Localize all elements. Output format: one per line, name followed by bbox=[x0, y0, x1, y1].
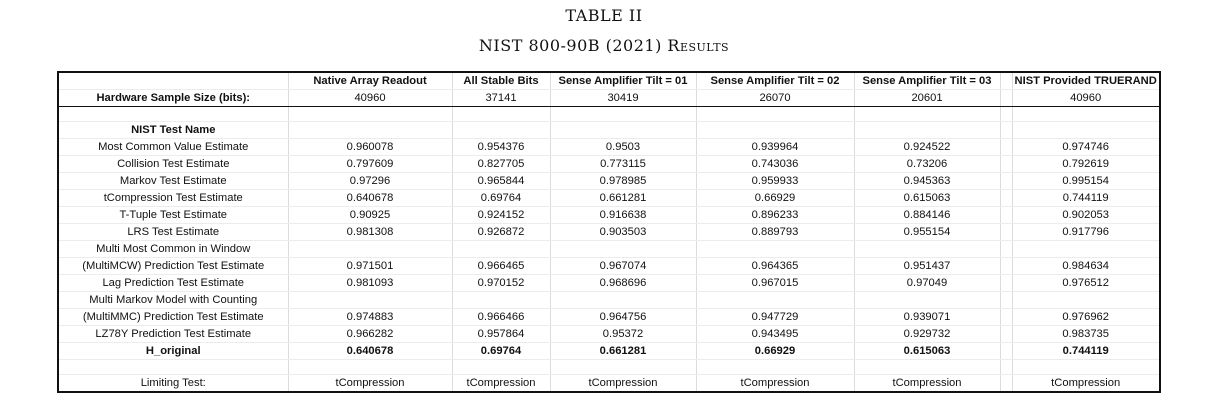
table-cell bbox=[288, 241, 452, 258]
sample-size-value: 40960 bbox=[1012, 90, 1160, 107]
table-cell: 0.976512 bbox=[1012, 275, 1160, 292]
row-label: H_original bbox=[58, 343, 288, 360]
table-caption-number: TABLE II bbox=[565, 6, 643, 25]
row-label: Multi Markov Model with Counting bbox=[58, 292, 288, 309]
table-row bbox=[58, 207, 1160, 224]
row-label: Collision Test Estimate bbox=[58, 156, 288, 173]
gap-cell bbox=[1000, 375, 1012, 393]
column-header: Sense Amplifier Tilt = 03 bbox=[854, 72, 1000, 90]
row-label: Markov Test Estimate bbox=[58, 173, 288, 190]
table-cell: 0.924152 bbox=[452, 207, 550, 224]
table-cell: 0.971501 bbox=[288, 258, 452, 275]
table-cell: 0.889793 bbox=[696, 224, 854, 241]
table-cell: 0.984634 bbox=[1012, 258, 1160, 275]
table-cell: tCompression bbox=[550, 375, 696, 393]
table-cell bbox=[696, 292, 854, 309]
caption-title-suffix: Results bbox=[667, 36, 730, 55]
table-cell: 0.967015 bbox=[696, 275, 854, 292]
test-name-header-row bbox=[58, 122, 1160, 139]
table-cell bbox=[550, 292, 696, 309]
table-cell: 0.615063 bbox=[854, 190, 1000, 207]
table-cell: 0.773115 bbox=[550, 156, 696, 173]
table-cell: 0.615063 bbox=[854, 343, 1000, 360]
table-cell: 0.959933 bbox=[696, 173, 854, 190]
sample-size-label: Hardware Sample Size (bits): bbox=[58, 90, 288, 107]
table-cell: 0.966282 bbox=[288, 326, 452, 343]
table-row bbox=[58, 156, 1160, 173]
table-cell bbox=[452, 292, 550, 309]
table-cell: 0.951437 bbox=[854, 258, 1000, 275]
column-header: NIST Provided TRUERAND bbox=[1012, 72, 1160, 90]
row-label: LZ78Y Prediction Test Estimate bbox=[58, 326, 288, 343]
table-cell: 0.926872 bbox=[452, 224, 550, 241]
table-cell: 0.744119 bbox=[1012, 343, 1160, 360]
sample-size-value: 30419 bbox=[550, 90, 696, 107]
table-cell: 0.939964 bbox=[696, 139, 854, 156]
table-cell: 0.661281 bbox=[550, 190, 696, 207]
table-cell bbox=[288, 292, 452, 309]
gap-cell bbox=[1000, 275, 1012, 292]
table-cell: 0.917796 bbox=[1012, 224, 1160, 241]
gap-cell bbox=[1000, 326, 1012, 343]
table-cell: 0.967074 bbox=[550, 258, 696, 275]
table-cell bbox=[696, 241, 854, 258]
spacer-row bbox=[58, 107, 1160, 122]
row-label: Limiting Test: bbox=[58, 375, 288, 393]
corner-cell bbox=[58, 72, 288, 90]
table-cell: 0.929732 bbox=[854, 326, 1000, 343]
sample-size-value: 37141 bbox=[452, 90, 550, 107]
table-cell: 0.69764 bbox=[452, 190, 550, 207]
gap-cell bbox=[1000, 207, 1012, 224]
table-cell: tCompression bbox=[696, 375, 854, 393]
table-cell: tCompression bbox=[288, 375, 452, 393]
table-cell: 0.965844 bbox=[452, 173, 550, 190]
table-cell: 0.827705 bbox=[452, 156, 550, 173]
table-cell: 0.974746 bbox=[1012, 139, 1160, 156]
table-cell: 0.95372 bbox=[550, 326, 696, 343]
table-row bbox=[58, 292, 1160, 309]
row-label: tCompression Test Estimate bbox=[58, 190, 288, 207]
sample-size-value: 40960 bbox=[288, 90, 452, 107]
spacer-row bbox=[58, 360, 1160, 375]
table-cell: tCompression bbox=[452, 375, 550, 393]
table-cell: 0.69764 bbox=[452, 343, 550, 360]
table-cell: 0.968696 bbox=[550, 275, 696, 292]
table-cell: 0.943495 bbox=[696, 326, 854, 343]
table-cell: 0.966465 bbox=[452, 258, 550, 275]
column-header: All Stable Bits bbox=[452, 72, 550, 90]
table-cell: 0.916638 bbox=[550, 207, 696, 224]
table-row bbox=[58, 224, 1160, 241]
table-cell: 0.640678 bbox=[288, 190, 452, 207]
table-cell: 0.66929 bbox=[696, 343, 854, 360]
sample-size-value: 26070 bbox=[696, 90, 854, 107]
column-header: Sense Amplifier Tilt = 01 bbox=[550, 72, 696, 90]
table-cell: 0.964365 bbox=[696, 258, 854, 275]
sample-size-value: 20601 bbox=[854, 90, 1000, 107]
results-table-body bbox=[58, 72, 1160, 392]
table-cell: 0.73206 bbox=[854, 156, 1000, 173]
table-row bbox=[58, 241, 1160, 258]
table-cell: 0.957864 bbox=[452, 326, 550, 343]
column-header: Sense Amplifier Tilt = 02 bbox=[696, 72, 854, 90]
row-label: Multi Most Common in Window bbox=[58, 241, 288, 258]
table-row bbox=[58, 309, 1160, 326]
gap-cell bbox=[1000, 309, 1012, 326]
results-table bbox=[57, 71, 1161, 393]
table-cell: 0.970152 bbox=[452, 275, 550, 292]
table-cell: 0.640678 bbox=[288, 343, 452, 360]
table-cell: 0.955154 bbox=[854, 224, 1000, 241]
gap-cell bbox=[1000, 292, 1012, 309]
gap-cell bbox=[1000, 258, 1012, 275]
table-row bbox=[58, 326, 1160, 343]
caption-title-prefix: NIST 800-90B (2021) bbox=[478, 36, 668, 55]
table-cell: 0.884146 bbox=[854, 207, 1000, 224]
gap-cell bbox=[1000, 139, 1012, 156]
h-original-row bbox=[58, 343, 1160, 360]
table-cell: 0.9503 bbox=[550, 139, 696, 156]
sample-size-row bbox=[58, 90, 1160, 107]
table-cell: 0.960078 bbox=[288, 139, 452, 156]
table-cell: 0.947729 bbox=[696, 309, 854, 326]
column-header: Native Array Readout bbox=[288, 72, 452, 90]
table-row bbox=[58, 190, 1160, 207]
table-cell: 0.97296 bbox=[288, 173, 452, 190]
table-cell: 0.744119 bbox=[1012, 190, 1160, 207]
limiting-test-row bbox=[58, 375, 1160, 393]
table-cell: 0.995154 bbox=[1012, 173, 1160, 190]
row-label: (MultiMMC) Prediction Test Estimate bbox=[58, 309, 288, 326]
table-cell: 0.792619 bbox=[1012, 156, 1160, 173]
gap-cell bbox=[1000, 90, 1012, 107]
table-cell: tCompression bbox=[1012, 375, 1160, 393]
gap-cell bbox=[1000, 224, 1012, 241]
gap-cell bbox=[1000, 343, 1012, 360]
table-cell: 0.743036 bbox=[696, 156, 854, 173]
gap-cell bbox=[1000, 190, 1012, 207]
table-row bbox=[58, 258, 1160, 275]
table-cell: 0.945363 bbox=[854, 173, 1000, 190]
table-cell bbox=[854, 241, 1000, 258]
table-cell: 0.90925 bbox=[288, 207, 452, 224]
row-label: LRS Test Estimate bbox=[58, 224, 288, 241]
table-cell: 0.954376 bbox=[452, 139, 550, 156]
table-cell: 0.902053 bbox=[1012, 207, 1160, 224]
table-cell: 0.924522 bbox=[854, 139, 1000, 156]
table-cell: 0.939071 bbox=[854, 309, 1000, 326]
gap-cell bbox=[1000, 241, 1012, 258]
table-cell: 0.974883 bbox=[288, 309, 452, 326]
table-cell: tCompression bbox=[854, 375, 1000, 393]
table-cell: 0.97049 bbox=[854, 275, 1000, 292]
table-row bbox=[58, 275, 1160, 292]
gap-cell bbox=[1000, 156, 1012, 173]
table-cell: 0.66929 bbox=[696, 190, 854, 207]
row-label: (MultiMCW) Prediction Test Estimate bbox=[58, 258, 288, 275]
table-cell: 0.661281 bbox=[550, 343, 696, 360]
gap-cell bbox=[1000, 173, 1012, 190]
table-cell: 0.903503 bbox=[550, 224, 696, 241]
table-cell bbox=[1012, 292, 1160, 309]
table-cell bbox=[452, 241, 550, 258]
table-cell: 0.981093 bbox=[288, 275, 452, 292]
table-cell bbox=[550, 241, 696, 258]
table-cell bbox=[854, 292, 1000, 309]
table-cell: 0.964756 bbox=[550, 309, 696, 326]
table-cell: 0.797609 bbox=[288, 156, 452, 173]
row-label: Lag Prediction Test Estimate bbox=[58, 275, 288, 292]
table-cell bbox=[1012, 241, 1160, 258]
table-caption-title bbox=[0, 36, 1208, 55]
table-cell: 0.983735 bbox=[1012, 326, 1160, 343]
table-cell: 0.976962 bbox=[1012, 309, 1160, 326]
table-cell: 0.978985 bbox=[550, 173, 696, 190]
column-header-row bbox=[58, 72, 1160, 90]
table-row bbox=[58, 139, 1160, 156]
row-label: Most Common Value Estimate bbox=[58, 139, 288, 156]
table-row bbox=[58, 173, 1160, 190]
gap-cell bbox=[1000, 72, 1012, 90]
table-cell: 0.896233 bbox=[696, 207, 854, 224]
table-cell: 0.966466 bbox=[452, 309, 550, 326]
row-label: T-Tuple Test Estimate bbox=[58, 207, 288, 224]
table-cell: 0.981308 bbox=[288, 224, 452, 241]
test-name-header: NIST Test Name bbox=[58, 122, 288, 139]
